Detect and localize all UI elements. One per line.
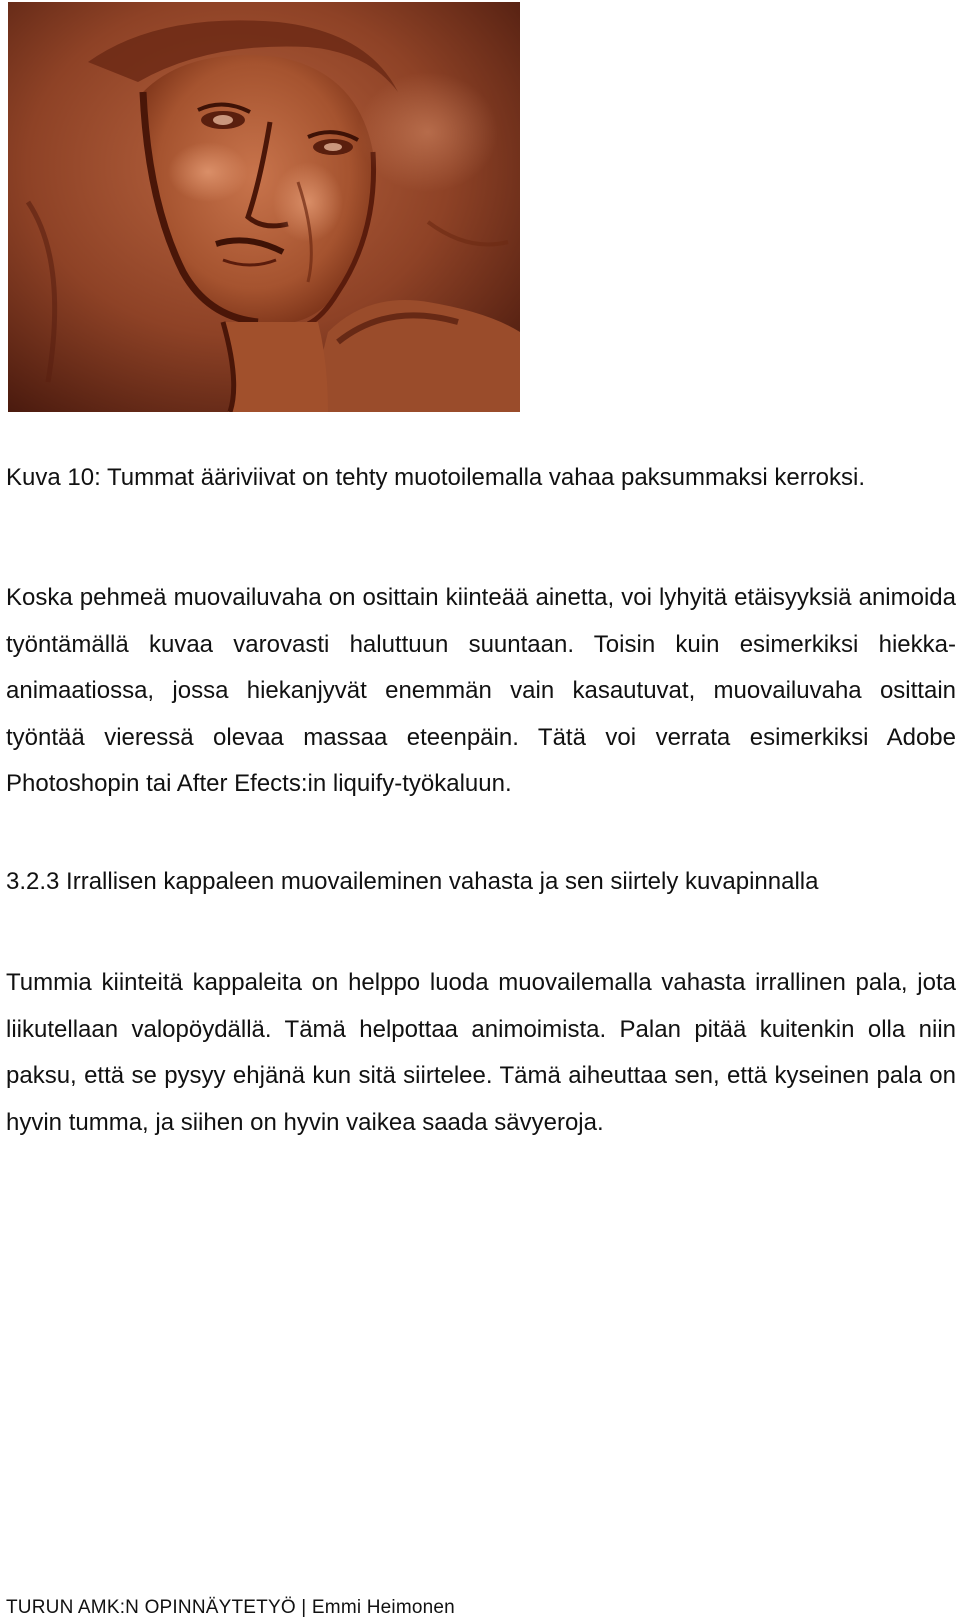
page-footer: TURUN AMK:N OPINNÄYTETYÖ | Emmi Heimonen bbox=[6, 1597, 455, 1618]
body-paragraph-1: Koska pehmeä muovailuvaha on osittain kiinteää ainetta, voi lyhyitä etäisyyksiä animoida työntämällä kuvaa varovasti haluttuun suuntaan. Toisin kuin esimerkiksi hiekka-animaatiossa, jossa hiekanjyvät enemmän vain kasautuvat, muovailuvaha osittain työntää vieressä olevaa massaa eteenpäin. Tätä voi verrata esimerkiksi Adobe Photoshopin tai After Efects:in liquify-työkaluun. bbox=[6, 584, 956, 797]
section-heading: 3.2.3 Irrallisen kappaleen muovaileminen vahasta ja sen siirtely kuvapinnalla bbox=[6, 868, 819, 895]
body-paragraph-2: Tummia kiinteitä kappaleita on helppo luoda muovailemalla vahasta irrallinen pala, jota liikutellaan valopöydällä. Tämä helpottaa animoimista. Palan pitää kuitenkin olla niin paksu, että se pysyy ehjänä kun sitä siirtelee. Tämä aiheuttaa sen, että kyseinen pala on hyvin tumma, ja siihen on hyvin vaikea saada sävyeroja. bbox=[6, 969, 956, 1136]
face-photo-icon bbox=[8, 2, 520, 412]
wax-relief-face-photo bbox=[8, 2, 520, 412]
figure-caption: Kuva 10: Tummat ääriviivat on tehty muotoilemalla vahaa paksummaksi kerroksi. bbox=[6, 464, 866, 491]
